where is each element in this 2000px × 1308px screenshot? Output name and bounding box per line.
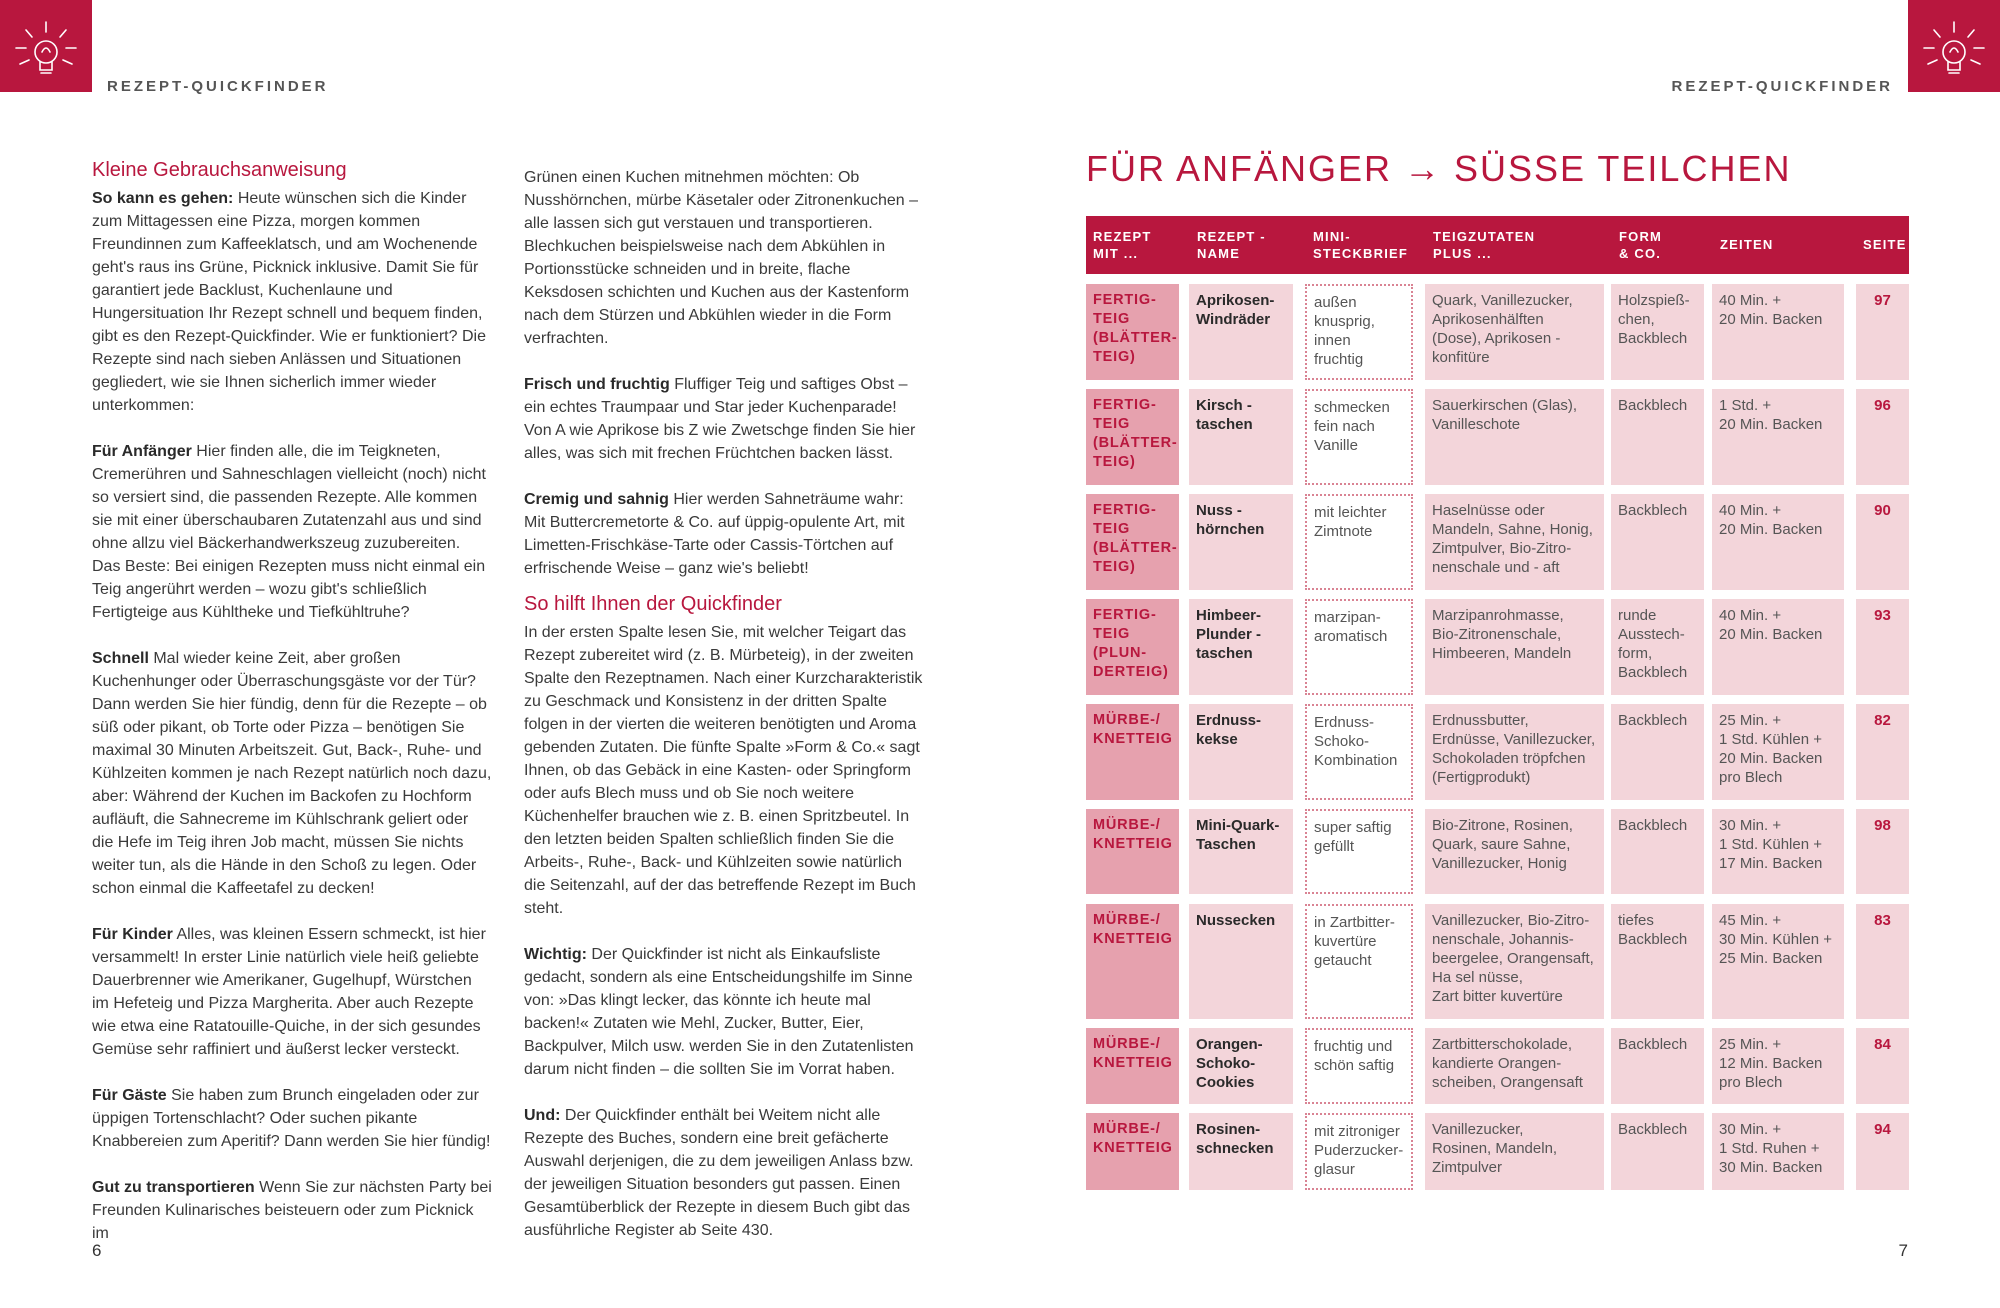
cell-times [1712,904,1844,1019]
page-reference[interactable]: 98 [1874,817,1891,834]
header-cat: REZEPT MIT ... [1093,229,1152,261]
cell-brief [1305,284,1413,380]
lightbulb-badge-right [1908,0,2000,92]
times-text: 25 Min. + 12 Min. Backen pro Blech [1719,1036,1823,1091]
page-reference[interactable]: 93 [1874,607,1891,624]
cell-brief [1305,1113,1413,1190]
category-text: MÜRBE-/ KNETTEIG [1093,1121,1173,1156]
table-row [1086,389,1909,485]
ingredients-text: Vanillezucker, Bio-Zitro- nenschale, Johannis- beergelee, Orangensaft, Ha sel nüsse, Zart bitter kuvertüre [1432,912,1594,1005]
cell-brief [1305,704,1413,800]
brief-text: außen knusprig, innen fruchtig [1314,294,1375,368]
paragraph-lead: Cremig und sahnig [524,491,669,508]
header-page: SEITE [1863,237,1907,252]
paragraph-text: Sie haben zum Brunch eingeladen oder zur üppigen Tortenschlacht? Oder suchen pikante Knabbereien zum Aperitif? Dann werden Sie hier fündig! [92,1087,491,1150]
paragraph-lead: Und: [524,1107,561,1124]
paragraph-lead: Schnell [92,650,149,667]
brief-text: marzipan- aromatisch [1314,609,1388,645]
paragraph [92,187,492,417]
cell-page [1856,494,1909,590]
paragraph [524,1104,924,1242]
header-times: ZEITEN [1720,237,1774,252]
cell-recipe-name [1189,704,1293,800]
header-brief: MINI- STECKBRIEF [1313,229,1409,261]
page-reference[interactable]: 90 [1874,502,1891,519]
table-header-row [1086,216,1909,274]
page-reference[interactable]: 96 [1874,397,1891,414]
recipe-name: Rosinen- schnecken [1196,1121,1274,1157]
paragraph-lead: Für Kinder [92,926,173,943]
paragraph-lead: Gut zu transportieren [92,1179,255,1196]
page-number-left: 6 [92,1241,102,1260]
paragraph [92,440,492,624]
table-row [1086,599,1909,695]
category-text: FERTIG- TEIG (BLÄTTER- TEIG) [1093,292,1178,365]
lightbulb-icon [0,0,92,92]
cell-recipe-name [1189,599,1293,695]
ingredients-text: Erdnussbutter, Erdnüsse, Vanillezucker, Schokoladen tröpfchen (Fertigprodukt) [1432,712,1596,786]
cell-page [1856,1028,1909,1104]
cell-category [1086,809,1179,894]
recipe-name: Aprikosen- Windräder [1196,292,1275,328]
cell-category [1086,389,1179,485]
ingredients-text: Zartbitterschokolade, kandierte Orangen- scheiben, Orangensaft [1432,1036,1583,1091]
page-reference[interactable]: 82 [1874,712,1891,729]
times-text: 45 Min. + 30 Min. Kühlen + 25 Min. Backen [1719,912,1832,967]
page-reference[interactable]: 97 [1874,292,1891,309]
form-text: Holzspieß- chen, Backblech [1618,292,1690,347]
form-text: runde Ausstech- form, Backblech [1618,607,1688,681]
times-text: 40 Min. + 20 Min. Backen [1719,502,1823,538]
cell-ingredients [1425,1028,1604,1104]
cell-recipe-name [1189,389,1293,485]
form-text: Backblech [1618,502,1688,519]
form-text: Backblech [1618,1036,1688,1053]
ingredients-text: Vanillezucker, Rosinen, Mandeln, Zimtpulver [1432,1121,1558,1176]
cell-form [1611,1113,1704,1190]
recipe-name: Erdnuss- kekse [1196,712,1262,748]
brief-text: fruchtig und schön saftig [1314,1038,1395,1074]
brief-text: schmecken fein nach Vanille [1314,399,1390,454]
cell-ingredients [1425,904,1604,1019]
cell-form [1611,599,1704,695]
brief-text: Erdnuss- Schoko- Kombination [1314,714,1398,769]
table-row [1086,704,1909,800]
paragraph-lead: Für Anfänger [92,443,192,460]
paragraph: In der ersten Spalte lesen Sie, mit welcher Teigart das Rezept zubereitet wird (z. B. Mürbeteig), in der zweiten Spalte den Rezeptnamen. Nach einer Kurzcharakteristik zu Geschmack und Konsistenz in der dritten Spalte folgen in der vierten die weiteren benötigten und Aroma gebenden Zutaten. Die fünfte Spalte »Form & Co.« sagt Ihnen, ob das Gebäck in eine Kasten- oder Springform oder aufs Blech muss und ob Sie noch weitere Küchenhelfer brauchen wie z. B. einen Spritzbeutel. In den letzten beiden Spalten schließlich finden Sie die Arbeits-, Ruhe-, Back- und Kühlzeiten sowie natürlich die Seitenzahl, auf der das betreffende Rezept im Buch steht. [524,624,923,917]
recipe-name: Orangen- Schoko- Cookies [1196,1036,1263,1091]
form-text: Backblech [1618,817,1688,834]
cell-ingredients [1425,704,1604,800]
cell-recipe-name [1189,1028,1293,1104]
cell-recipe-name [1189,1113,1293,1190]
cell-brief [1305,809,1413,894]
cell-form [1611,389,1704,485]
cell-brief [1305,599,1413,695]
cell-form [1611,904,1704,1019]
paragraph-text: Der Quickfinder enthält bei Weitem nicht alle Rezepte des Buches, sondern eine breit gefächerte Auswahl derjenigen, die zu dem jeweiligen Anlass bzw. der jeweiligen Situation besonders gut passen. Einen Gesamtüberblick der Rezepte in diesem Buch gibt das ausführliche Register ab Seite 430. [524,1107,914,1239]
cell-category [1086,599,1179,695]
times-text: 25 Min. + 1 Std. Kühlen + 20 Min. Backen pro Blech [1719,712,1823,786]
lightbulb-badge-left [0,0,92,92]
cell-brief [1305,389,1413,485]
table-row [1086,904,1909,1019]
cell-category [1086,1028,1179,1104]
page-reference[interactable]: 83 [1874,912,1891,929]
table-title: FÜR ANFÄNGER → SÜSSE TEILCHEN [1086,148,1792,189]
paragraph [524,943,924,1081]
times-text: 40 Min. + 20 Min. Backen [1719,292,1823,328]
times-text: 1 Std. + 20 Min. Backen [1719,397,1823,433]
brief-text: mit zitroniger Puderzucker- glasur [1314,1123,1404,1178]
paragraph [524,488,924,580]
cell-times [1712,1113,1844,1190]
ingredients-text: Quark, Vanillezucker, Aprikosenhälften (Dose), Aprikosen - konfitüre [1432,292,1573,366]
header-form: FORM & CO. [1619,229,1663,261]
cell-page [1856,389,1909,485]
cell-times [1712,599,1844,695]
form-text: tiefes Backblech [1618,912,1688,948]
page-reference[interactable]: 94 [1874,1121,1891,1138]
table-row [1086,494,1909,590]
section-heading: So hilft Ihnen der Quickfinder [524,593,782,615]
times-text: 30 Min. + 1 Std. Ruhen + 30 Min. Backen [1719,1121,1823,1176]
ingredients-text: Sauerkirschen (Glas), Vanilleschote [1432,397,1578,433]
cell-page [1856,1113,1909,1190]
table-row [1086,284,1909,380]
cell-recipe-name [1189,284,1293,380]
cell-times [1712,704,1844,800]
table-row [1086,1113,1909,1190]
cell-form [1611,809,1704,894]
paragraph [92,647,492,900]
section-heading: Kleine Gebrauchsanweisung [92,159,347,181]
cell-form [1611,704,1704,800]
paragraph-text: Fluffiger Teig und saftiges Obst – ein echtes Traumpaar und Star jeder Kuchenparade! Von A wie Aprikose bis Z wie Zwetschge finden Sie hier alles, was sich mit frechen Früchtchen backen lässt. [524,376,916,462]
running-head-right: REZEPT-QUICKFINDER [1671,78,1893,95]
cell-form [1611,494,1704,590]
cell-times [1712,284,1844,380]
category-text: MÜRBE-/ KNETTEIG [1093,712,1173,747]
cell-page [1856,809,1909,894]
recipe-name: Nussecken [1196,912,1276,929]
cell-page [1856,284,1909,380]
recipe-name: Nuss - hörnchen [1196,502,1265,538]
text-column-2 [524,166,924,1265]
cell-times [1712,389,1844,485]
cell-times [1712,809,1844,894]
category-text: FERTIG- TEIG (BLÄTTER- TEIG) [1093,397,1178,470]
cell-times [1712,494,1844,590]
lightbulb-icon [1908,0,2000,92]
cell-times [1712,1028,1844,1104]
form-text: Backblech [1618,397,1688,414]
paragraph-lead: Wichtig: [524,946,587,963]
cell-ingredients [1425,494,1604,590]
brief-text: mit leichter Zimtnote [1314,504,1387,540]
form-text: Backblech [1618,1121,1688,1138]
cell-brief [1305,904,1413,1019]
cell-recipe-name [1189,904,1293,1019]
paragraph-lead: Für Gäste [92,1087,167,1104]
paragraph: Grünen einen Kuchen mitnehmen möchten: Ob Nusshörnchen, mürbe Käsetaler oder Zitronenkuchen – alle lassen sich gut verstauen und transportieren. Blechkuchen beispielsweise nach dem Abkühlen in Portionsstücke schneiden und in breite, flache Keksdosen schichten und Kuchen aus der Kastenform nach dem Stürzen und Abkühlen wieder in die Form verfrachten. [524,169,918,347]
paragraph-text: Der Quickfinder ist nicht als Einkaufsliste gedacht, sondern als eine Entscheidungshilfe im Sinne von: »Das klingt lecker, das könnte ich heute mal backen!« Zutaten wie Mehl, Zucker, Butter, Eier, Backpulver, Milch usw. werden Sie in den Zutatenlisten darum nicht finden – die sollten Sie im Vorrat haben. [524,946,914,1078]
ingredients-text: Haselnüsse oder Mandeln, Sahne, Honig, Zimtpulver, Bio-Zitro- nenschale und - aft [1432,502,1593,576]
cell-form [1611,1028,1704,1104]
category-text: FERTIG- TEIG (PLUN- DERTEIG) [1093,607,1169,680]
header-ingredients: TEIGZUTATEN PLUS ... [1433,229,1536,261]
cell-ingredients [1425,599,1604,695]
cell-category [1086,904,1179,1019]
paragraph [92,923,492,1061]
recipe-name: Himbeer- Plunder - taschen [1196,607,1262,662]
category-text: FERTIG- TEIG (BLÄTTER- TEIG) [1093,502,1178,575]
category-text: MÜRBE-/ KNETTEIG [1093,1036,1173,1071]
cell-ingredients [1425,389,1604,485]
paragraph-text: Heute wünschen sich die Kinder zum Mittagessen eine Pizza, morgen kommen Freundinnen zum Kaffeeklatsch, und am Wochenende geht's raus ins Grüne, Picknick inklusive. Damit Sie für garantiert jede Backlust, Kuchenlaune und Hungersituation Ihr Rezept schnell und bequem finden, gibt es den Rezept-Quickfinder. Wie er funktioniert? Die Rezepte sind nach sieben Anlässen und Situationen gegliedert, wie sie Ihnen sicherlich immer wieder unterkommen: [92,190,486,414]
paragraph-lead: Frisch und fruchtig [524,376,670,393]
recipe-name: Kirsch - taschen [1196,397,1253,433]
paragraph [92,1084,492,1153]
form-text: Backblech [1618,712,1688,729]
cell-page [1856,599,1909,695]
cell-page [1856,904,1909,1019]
paragraph-text: Mal wieder keine Zeit, aber großen Kuchenhunger oder Überraschungsgäste vor der Tür? Dann werden Sie hier fündig, denn für die Rezepte – ob süß oder pikant, ob Torte oder Pizza – benötigen Sie maximal 30 Minuten Arbeitszeit. Gut, Back-, Ruhe- und Kühlzeiten kommen je nach Rezept natürlich noch dazu, aber: Während der Kuchen im Backofen zu Hochform aufläuft, die Sahnecreme im Kühlschrank geliert oder die Hefe im Teig ihren Job macht, müssen Sie nichts weiter tun, als die Hände in den Schoß zu legen. Oder schon einmal die Kaffeetafel zu decken! [92,650,492,897]
page-reference[interactable]: 84 [1874,1036,1891,1053]
paragraph-text: Wenn Sie zur nächsten Party bei Freunden Kulinarisches beisteuern oder zum Picknick im [92,1179,492,1242]
cell-category [1086,1113,1179,1190]
category-text: MÜRBE-/ KNETTEIG [1093,912,1173,947]
table-row [1086,809,1909,894]
cell-brief [1305,1028,1413,1104]
cell-page [1856,704,1909,800]
cell-recipe-name [1189,494,1293,590]
times-text: 30 Min. + 1 Std. Kühlen + 17 Min. Backen [1719,817,1823,872]
cell-category [1086,704,1179,800]
recipe-name: Mini-Quark- Taschen [1196,817,1280,853]
cell-recipe-name [1189,809,1293,894]
paragraph [92,1176,492,1245]
ingredients-text: Marzipanrohmasse, Bio-Zitronenschale, Himbeeren, Mandeln [1432,607,1572,662]
cell-ingredients [1425,284,1604,380]
paragraph [524,373,924,465]
header-name: REZEPT - NAME [1197,229,1266,261]
brief-text: super saftig gefüllt [1314,819,1392,855]
cell-ingredients [1425,1113,1604,1190]
running-head-left: REZEPT-QUICKFINDER [107,78,329,95]
text-column-1 [92,156,492,1268]
table-row [1086,1028,1909,1104]
cell-form [1611,284,1704,380]
category-text: MÜRBE-/ KNETTEIG [1093,817,1173,852]
paragraph-text: Hier finden alle, die im Teigkneten, Cremerühren und Sahneschlagen vielleicht (noch) nicht so versiert sind, die passenden Rezepte. Alle kommen sie mit einer überschaubaren Zutatenzahl aus und sind ohne allzu viel Bäckerhandwerkszeug zuzubereiten. Das Beste: Bei einigen Rezepten muss nicht einmal ein Teig angerührt werden – wozu gibt's schließlich Fertigteige aus Kühltheke und Tiefkühltruhe? [92,443,486,621]
cell-category [1086,494,1179,590]
cell-brief [1305,494,1413,590]
quickfinder-table [1086,216,1909,1178]
cell-category [1086,284,1179,380]
times-text: 40 Min. + 20 Min. Backen [1719,607,1823,643]
paragraph-text: Alles, was kleinen Essern schmeckt, ist hier versammelt! In erster Linie natürlich viele heiß geliebte Dauerbrenner wie Amerikaner, Gugelhupf, Würstchen im Hefeteig und Pizza Margherita. Aber auch Rezepte wie etwa eine Ratatouille-Quiche, in der sich gesundes Gemüse sehr raffiniert und äußerst lecker versteckt. [92,926,486,1058]
paragraph-lead: So kann es gehen: [92,190,234,207]
paragraph-text: Hier werden Sahneträume wahr: Mit Buttercremetorte & Co. auf üppig-opulente Art, mit Limetten-Frischkäse-Tarte oder Cassis-Törtchen auf erfrischende Weise – ganz wie's beliebt! [524,491,905,577]
ingredients-text: Bio-Zitrone, Rosinen, Quark, saure Sahne, Vanillezucker, Honig [1432,817,1573,872]
page-number-right: 7 [1898,1241,1908,1260]
cell-ingredients [1425,809,1604,894]
brief-text: in Zartbitter- kuvertüre getaucht [1314,914,1395,969]
